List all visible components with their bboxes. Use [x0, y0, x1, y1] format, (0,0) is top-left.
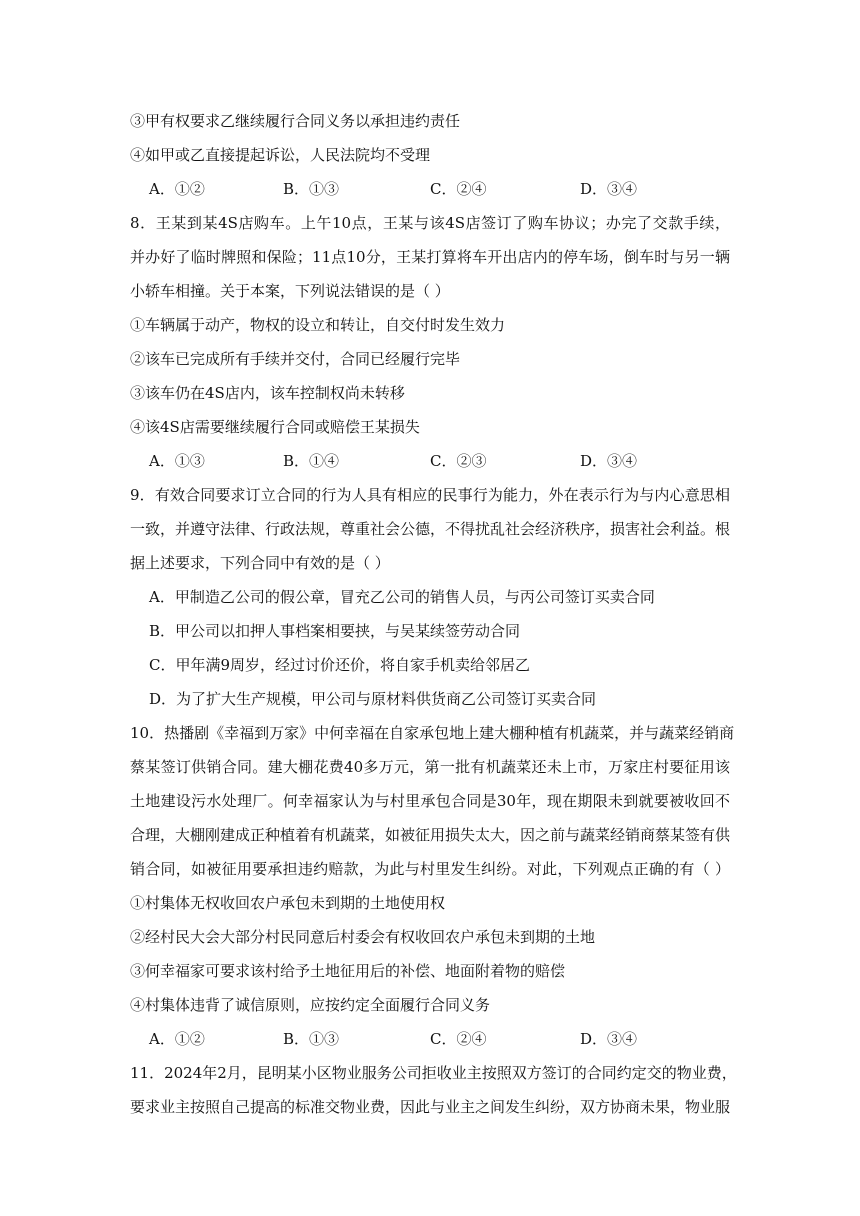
q7-option-c[interactable]: C．②④ [430, 180, 487, 198]
q7-statement-3: ③甲有权要求乙继续履行合同义务以承担违约责任 [130, 112, 461, 130]
q11-stem-text-2: 要求业主按照自己提高的标准交物业费，因此与业主之间发生纠纷，双方协商未果，物业服 [130, 1098, 731, 1116]
q8-statement-3: ③该车仍在4S店内，该车控制权尚未转移 [130, 384, 405, 402]
q10-option-c[interactable]: C．②④ [430, 1030, 487, 1048]
q10-stem-text-2: 蔡某签订供销合同。建大棚花费40多万元，第一批有机蔬菜还未上市，万家庄村要征用该 [130, 758, 730, 776]
q8-stem-text-2: 并办好了临时牌照和保险；11点10分，王某打算将车开出店内的停车场，倒车时与另一辆 [130, 248, 730, 266]
q10-statement-1: ①村集体无权收回农户承包未到期的土地使用权 [130, 894, 446, 912]
q8-statement-2: ②该车已完成所有手续并交付，合同已经履行完毕 [130, 350, 461, 368]
q10-option-d[interactable]: D．③④ [580, 1030, 638, 1048]
q9-option-d[interactable]: D．为了扩大生产规模，甲公司与原材料供货商乙公司签订买卖合同 [149, 690, 597, 708]
q8-option-a[interactable]: A．①③ [149, 452, 205, 470]
q8-stem-text-3: 小轿车相撞。关于本案，下列说法错误的是（ ） [130, 282, 450, 300]
q7-option-b[interactable]: B．①③ [283, 180, 340, 198]
q9-stem-text-2: 一致，并遵守法律、行政法规，尊重社会公德，不得扰乱社会经济秩序，损害社会利益。根 [130, 520, 731, 538]
q10-statement-3: ③何幸福家可要求该村给予土地征用后的补偿、地面附着物的赔偿 [130, 962, 566, 980]
q8-statement-4: ④该4S店需要继续履行合同或赔偿王某损失 [130, 418, 420, 436]
q10-stem-text-5: 销合同，如被征用要承担违约赔款，为此与村里发生纠纷。对此，下列观点正确的有（ ） [130, 860, 730, 878]
q11-stem-text-1: 11．2024年2月，昆明某小区物业服务公司拒收业主按照双方签订的合同约定交的物业费， [130, 1064, 737, 1082]
q8-option-c[interactable]: C．②③ [430, 452, 487, 470]
q10-stem-text-3: 土地建设污水处理厂。何幸福家认为与村里承包合同是30年，现在期限未到就要被收回不 [130, 792, 730, 810]
q7-option-d[interactable]: D．③④ [580, 180, 638, 198]
q9-stem-text-1: 9．有效合同要求订立合同的行为人具有相应的民事行为能力，外在表示行为与内心意思相 [130, 486, 730, 504]
q9-option-b[interactable]: B．甲公司以扣押人事档案相要挟，与吴某续签劳动合同 [149, 622, 521, 640]
q8-stem-text-1: 8．王某到某4S店购车。上午10点，王某与该4S店签订了购车协议；办完了交款手续， [130, 214, 730, 232]
q10-statement-2: ②经村民大会大部分村民同意后村委会有权收回农户承包未到期的土地 [130, 928, 596, 946]
q7-option-a[interactable]: A．①② [149, 180, 205, 198]
q7-statement-4: ④如甲或乙直接提起诉讼，人民法院均不受理 [130, 146, 431, 164]
q10-stem-text-4: 合理，大棚刚建成正种植着有机蔬菜，如被征用损失太大，因之前与蔬菜经销商蔡某签有供 [130, 826, 731, 844]
q10-option-b[interactable]: B．①③ [283, 1030, 340, 1048]
q10-statement-4: ④村集体违背了诚信原则，应按约定全面履行合同义务 [130, 996, 491, 1014]
q9-option-c[interactable]: C．甲年满9周岁，经过讨价还价，将自家手机卖给邻居乙 [149, 656, 531, 674]
q8-option-d[interactable]: D．③④ [580, 452, 638, 470]
q8-statement-1: ①车辆属于动产，物权的设立和转让，自交付时发生效力 [130, 316, 506, 334]
q9-option-a[interactable]: A．甲制造乙公司的假公章，冒充乙公司的销售人员，与丙公司签订买卖合同 [149, 588, 655, 606]
q9-stem-text-3: 据上述要求，下列合同中有效的是（ ） [130, 554, 390, 572]
q10-option-a[interactable]: A．①② [149, 1030, 205, 1048]
q8-option-b[interactable]: B．①④ [283, 452, 340, 470]
q10-stem-text-1: 10．热播剧《幸福到万家》中何幸福在自家承包地上建大棚种植有机蔬菜，并与蔬菜经销商 [130, 724, 735, 742]
